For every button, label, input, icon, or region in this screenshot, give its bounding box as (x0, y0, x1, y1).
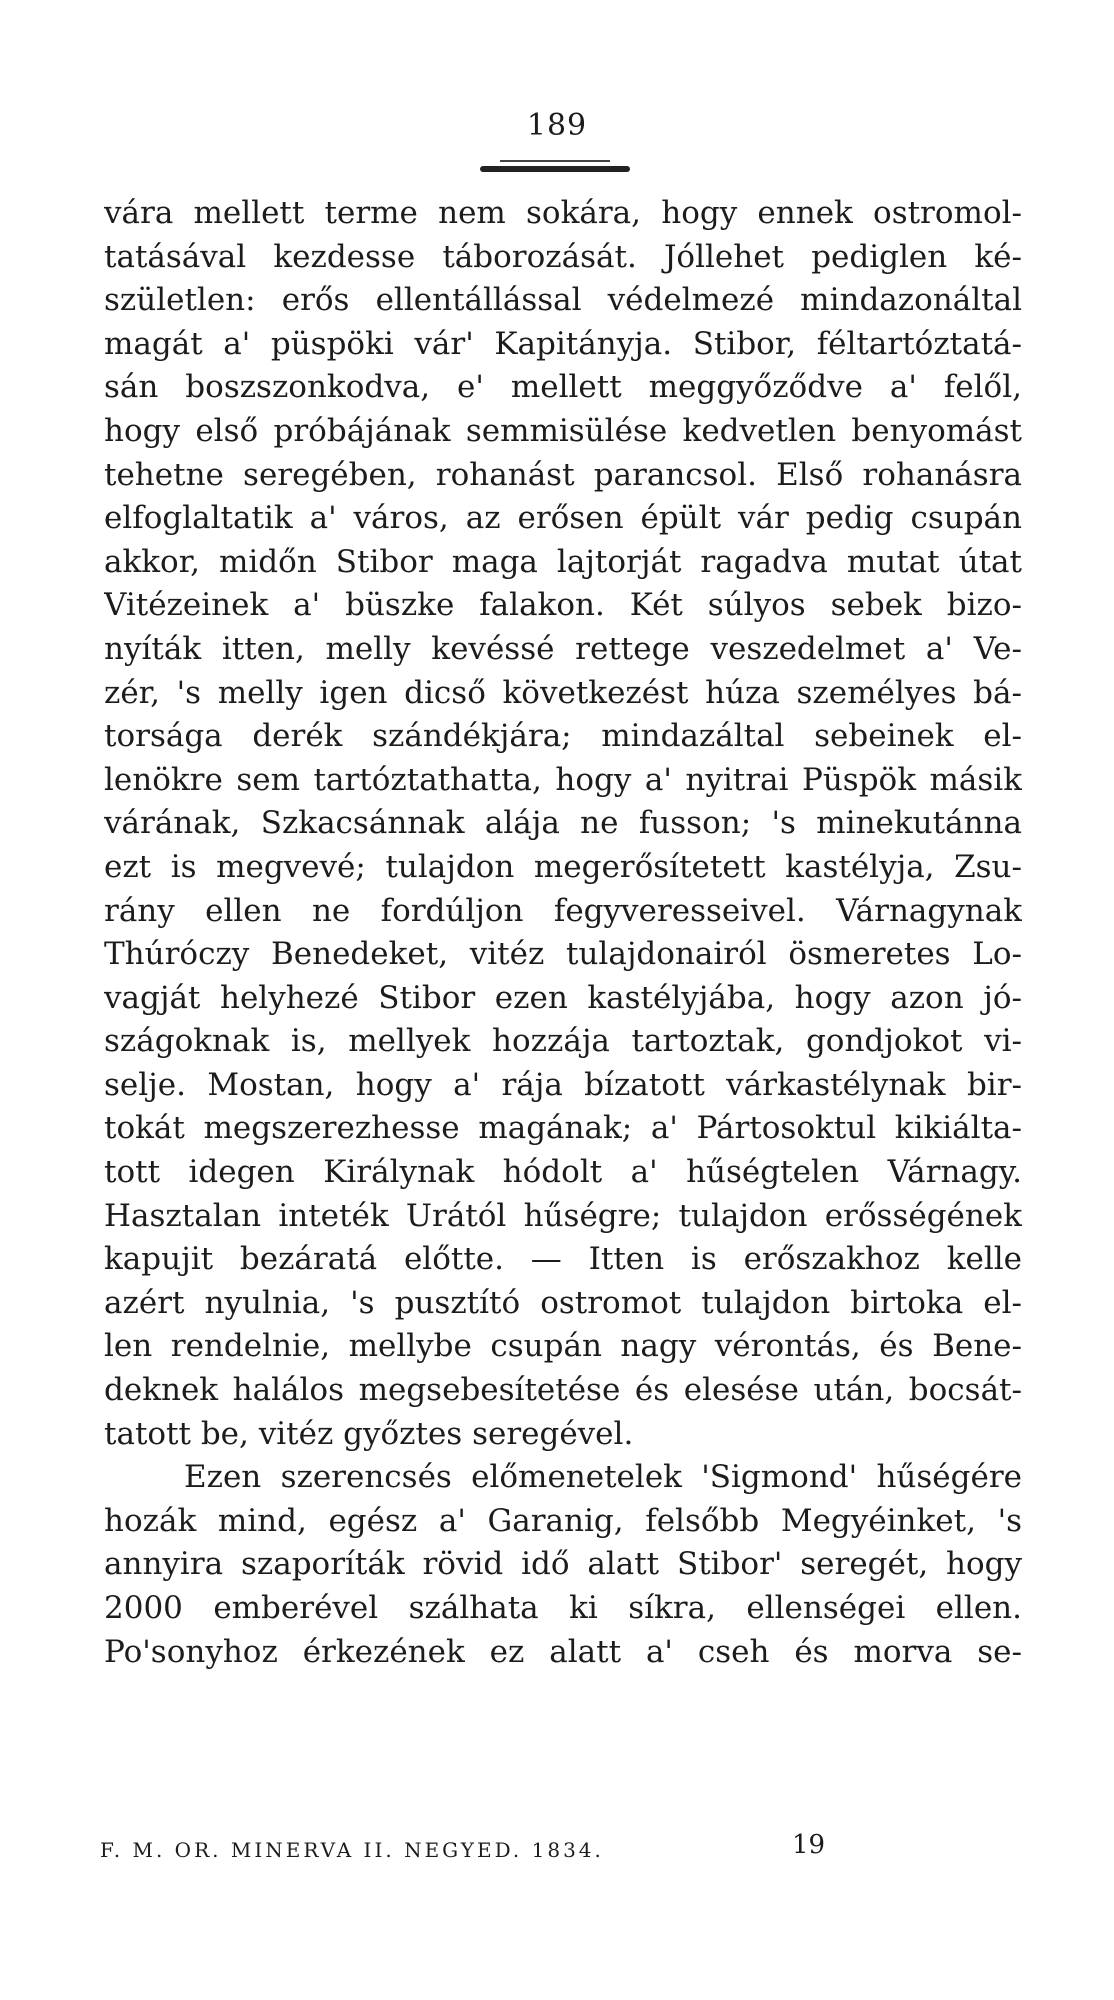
text-line: hozák mind, egész a' Garanig, felsőbb Megyéinket, 's (104, 1502, 1022, 1539)
text-line: 2000 emberével szálhata ki síkra, ellenségei ellen. (104, 1590, 1022, 1626)
text-line: azért nyulnia, 's pusztító ostromot tulajdon birtoka el- (104, 1284, 1022, 1321)
text-line: sán boszszonkodva, e' mellett meggyőződve a' felől, (104, 369, 1022, 406)
text-line: Ezen szerencsés előmenetelek 'Sigmond' hűségére (184, 1459, 1022, 1496)
text-line: zér, 's melly igen dicső következést húza személyes bá- (104, 674, 1022, 711)
text-line: tott idegen Királynak hódolt a' hűségtelen Várnagy. (104, 1154, 1022, 1191)
text-line: hogy első próbájának semmisülése kedvetlen benyomást (104, 412, 1022, 449)
text-line: Hasztalan inteték Urától hűségre; tulajdon erősségének (104, 1197, 1022, 1234)
text-line: elfoglaltatik a' város, az erősen épült vár pedig csupán (104, 500, 1022, 537)
text-line: tatott be, vitéz győztes seregével. (104, 1415, 634, 1452)
text-line: ezt is megvevé; tulajdon megerősítetett kastélyja, Zsu- (104, 848, 1022, 885)
text-line: len rendelnie, mellybe csupán nagy vérontás, és Bene- (104, 1328, 1022, 1365)
text-line: kapujit bezáratá előtte. — Itten is erőszakhoz kelle (104, 1241, 1022, 1278)
text-line: deknek halálos megsebesítetése és elesése után, bocsát- (104, 1372, 1022, 1409)
text-line: születlen: erős ellentállással védelmezé mindazonáltal (104, 282, 1022, 319)
text-line: lenökre sem tartóztathatta, hogy a' nyitrai Püspök másik (104, 761, 1022, 798)
text-line: Thúróczy Benedeket, vitéz tulajdonairól ösmeretes Lo- (104, 936, 1022, 973)
text-line: akkor, midőn Stibor maga lajtorját ragadva mutat útat (104, 543, 1022, 580)
text-line: várának, Szkacsánnak alája ne fusson; 's minekutánna (104, 805, 1022, 842)
text-line: Po'sonyhoz érkezének ez alatt a' cseh és morva se- (104, 1633, 1022, 1670)
text-line: vára mellett terme nem sokára, hogy ennek ostromol- (104, 195, 1022, 231)
text-line: szágoknak is, mellyek hozzája tartoztak, gondjokot vi- (104, 1023, 1022, 1060)
body-text (104, 192, 1022, 1674)
text-line: tokát megszerezhesse magának; a' Pártosoktul kikiálta- (104, 1110, 1022, 1147)
header-rule-thin (500, 160, 610, 162)
text-line: selje. Mostan, hogy a' rája bízatott várkastélynak bir- (104, 1066, 1022, 1103)
text-line: rány ellen ne fordúljon fegyveresseivel. Várnagynak (104, 892, 1022, 929)
footer-signature-mark: F. M. OR. MINERVA II. NEGYED. 1834. (100, 1838, 604, 1862)
text-line: tatásával kezdesse táborozását. Jóllehet pediglen ké- (104, 238, 1022, 275)
text-line: torsága derék szándékjára; mindazáltal sebeinek el- (104, 718, 1022, 755)
text-line: tehetne seregében, rohanást parancsol. Első rohanásra (104, 456, 1022, 493)
text-line: Vitézeinek a' büszke falakon. Két súlyos sebek bizo- (104, 587, 1022, 624)
text-line: magát a' püspöki vár' Kapitányja. Stibor, féltartóztatá- (104, 325, 1022, 362)
page-number: 189 (526, 108, 588, 143)
header-rule (480, 166, 630, 172)
text-line: annyira szaporíták rövid idő alatt Stibor' seregét, hogy (104, 1546, 1022, 1583)
text-line: vagját helyhezé Stibor ezen kastélyjába, hogy azon jó- (104, 979, 1022, 1016)
text-line: nyíták itten, melly kevéssé rettege veszedelmet a' Ve- (104, 630, 1022, 667)
signature-number: 19 (792, 1830, 826, 1860)
